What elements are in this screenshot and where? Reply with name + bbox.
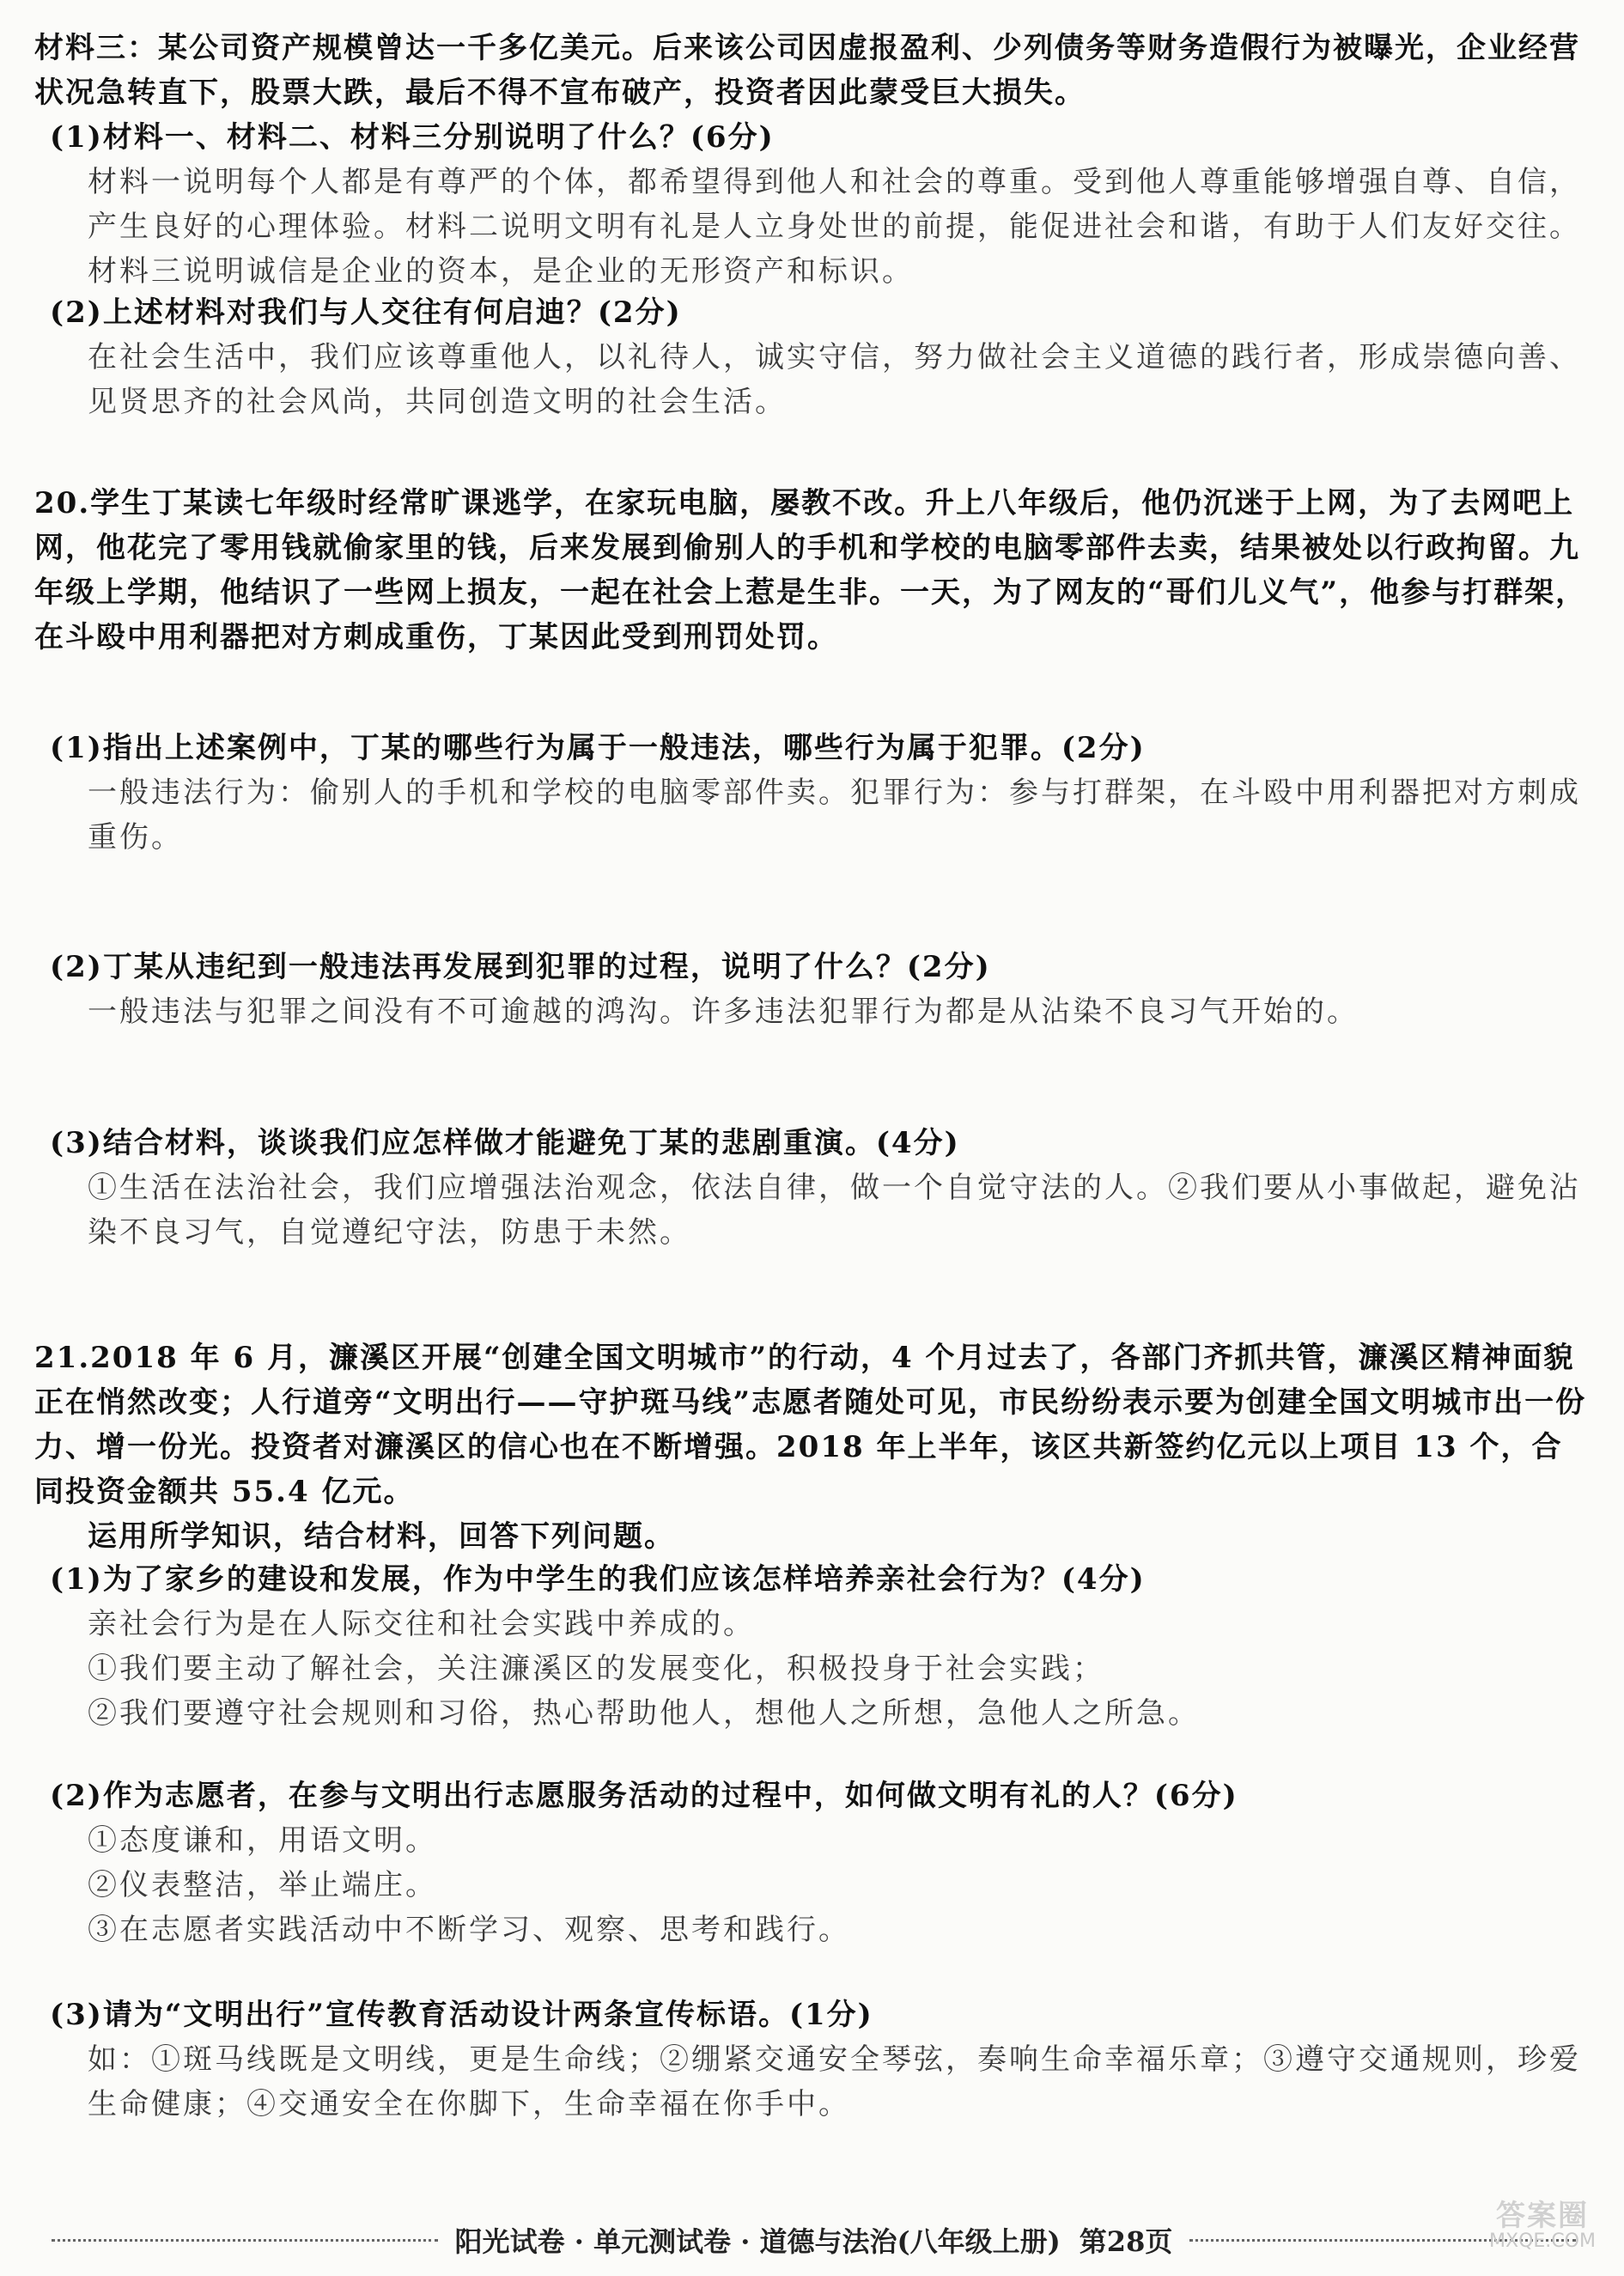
q19-sub1-answer: 材料一说明每个人都是有尊严的个体，都希望得到他人和社会的尊重。受到他人尊重能够增强自尊、自信，产生良好的心理体验。材料二说明文明有礼是人立身处世的前提，能促进社会和谐，有助于人们友好交往。材料三说明诚信是企业的资本，是企业的无形资产和标识。 — [88, 165, 1581, 289]
q20-sub1-question: (1)指出上述案例中，丁某的哪些行为属于一般违法，哪些行为属于犯罪。(2分) — [50, 731, 1146, 765]
q20-sub3-answer: ①生活在法治社会，我们应增强法治观念，依法自律，做一个自觉守法的人。②我们要从小事做起，避免沾染不良习气，自觉遵纪守法，防患于未然。 — [88, 1171, 1581, 1250]
q20-stem — [34, 481, 1593, 660]
q21-sub2-answer-3: ③在志愿者实践活动中不断学习、观察、思考和践行。 — [88, 1913, 850, 1947]
q21-stem — [34, 1336, 1593, 1559]
q21-sub1-answer-3: ②我们要遵守社会规则和习俗，热心帮助他人，想他人之所想，急他人之所急。 — [88, 1696, 1200, 1731]
q21-sub2-question: (2)作为志愿者，在参与文明出行志愿服务活动的过程中，如何做文明有礼的人？(6分) — [50, 1779, 1238, 1813]
q20-sub2-question: (2)丁某从违纪到一般违法再发展到犯罪的过程，说明了什么？(2分) — [50, 950, 991, 984]
material-3-text: 某公司资产规模曾达一千多亿美元。后来该公司因虚报盈利、少列债务等财务造假行为被曝光，企业经营状况急转直下，股票大跌，最后不得不宣布破产，投资者因此蒙受巨大损失。 — [34, 31, 1580, 110]
q21-sub1-answer-2: ①我们要主动了解社会，关注濂溪区的发展变化，积极投身于社会实践； — [88, 1652, 1104, 1686]
q21-sub2 — [34, 1774, 1593, 1952]
q21-instruction: 运用所学知识，结合材料，回答下列问题。 — [88, 1519, 675, 1554]
watermark-logo — [1469, 2199, 1615, 2272]
q20-sub2-answer: 一般违法与犯罪之间没有不可逾越的鸿沟。许多违法犯罪行为都是从沾染不良习气开始的。 — [88, 995, 1359, 1029]
material-3 — [34, 26, 1593, 115]
q19-sub2 — [34, 290, 1593, 424]
q19-sub1-question: (1)材料一、材料二、材料三分别说明了什么？(6分) — [50, 120, 775, 155]
footer-title: 阳光试卷 · 单元测试卷 · 道德与法治(八年级上册) — [454, 2225, 1061, 2258]
q20-stem-text: 20.学生丁某读七年级时经常旷课逃学，在家玩电脑，屡教不改。升上八年级后，他仍沉迷于上网，为了去网吧上网，他花完了零用钱就偷家里的钱，后来发展到偷别人的手机和学校的电脑零部件去卖，结果被处以行政拘留。九年级上学期，他结识了一些网上损友，一起在社会上惹是生非。一天，为了网友的“哥们儿义气”，他参与打群架，在斗殴中用利器把对方刺成重伤，丁某因此受到刑罚处罚。 — [34, 486, 1587, 654]
footer-divider-left — [52, 2239, 438, 2242]
q21-sub3-answer: 如：①斑马线既是文明线，更是生命线；②绷紧交通安全琴弦，奏响生命幸福乐章；③遵守交通规则，珍爱生命健康；④交通安全在你脚下，生命幸福在你手中。 — [88, 2042, 1581, 2121]
q21-sub3-question: (3)请为“文明出行”宣传教育活动设计两条宣传标语。(1分) — [50, 1998, 873, 2032]
watermark-logo-text: 答案圈 — [1496, 2199, 1589, 2233]
q20-sub2 — [34, 945, 1593, 1034]
q19-sub2-answer: 在社会生活中，我们应该尊重他人，以礼待人，诚实守信，努力做社会主义道德的践行者，形成崇德向善、见贤思齐的社会风尚，共同创造文明的社会生活。 — [88, 340, 1581, 419]
q20-sub1-answer: 一般违法行为：偷别人的手机和学校的电脑零部件卖。犯罪行为：参与打群架，在斗殴中用利器把对方刺成重伤。 — [88, 776, 1581, 855]
q21-sub3 — [34, 1993, 1593, 2127]
q20-sub1 — [34, 726, 1593, 860]
page-footer — [34, 2223, 1593, 2257]
q21-sub1 — [34, 1557, 1593, 1736]
q21-sub1-question: (1)为了家乡的建设和发展，作为中学生的我们应该怎样培养亲社会行为？(4分) — [50, 1562, 1146, 1597]
q20-sub3 — [34, 1121, 1593, 1255]
q19-sub1 — [34, 115, 1593, 294]
page-number: 第28页 — [1079, 2225, 1173, 2258]
q19-sub2-question: (2)上述材料对我们与人交往有何启迪？(2分) — [50, 295, 682, 330]
material-3-paragraph — [34, 26, 1593, 115]
q21-sub1-answer-1: 亲社会行为是在人际交往和社会实践中养成的。 — [88, 1607, 755, 1641]
q21-sub2-answer-2: ②仪表整洁，举止端庄。 — [88, 1868, 437, 1902]
q20-sub3-question: (3)结合材料，谈谈我们应怎样做才能避免丁某的悲剧重演。(4分) — [50, 1126, 960, 1160]
q21-sub2-answer-1: ①态度谦和，用语文明。 — [88, 1823, 437, 1858]
q21-stem-text: 21.2018 年 6 月，濂溪区开展“创建全国文明城市”的行动，4 个月过去了，各部门齐抓共管，濂溪区精神面貌正在悄然改变；人行道旁“文明出行——守护斑马线”志愿者随处可见，市民纷纷表示要为创建全国文明城市出一份力、增一份光。投资者对濂溪区的信心也在不断增强。2018 年上半年，该区共新签约亿元以上项目 13 个，合同投资金额共 55.4 亿元。 — [34, 1341, 1587, 1509]
watermark-site-text: MXQE.COM — [1489, 2230, 1596, 2252]
material-3-head: 材料三： — [34, 31, 158, 65]
